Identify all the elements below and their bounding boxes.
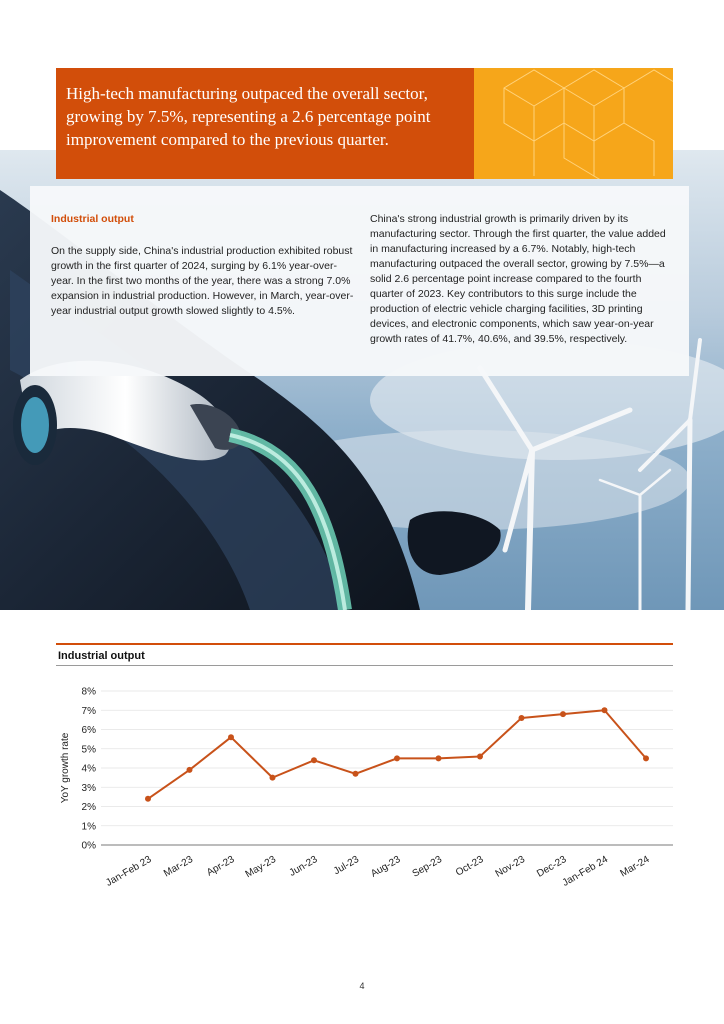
x-tick-label: Jul-23 [331,854,361,878]
section-heading: Industrial output [51,213,134,225]
x-tick-label: May-23 [243,854,278,881]
x-tick-label: Jun-23 [287,854,320,879]
data-point [270,775,276,781]
y-tick-label: 8% [81,686,96,698]
x-tick-label: Oct-23 [454,854,486,879]
callout-text: High-tech manufacturing outpaced the overall sector, growing by 7.5%, representing a 2.6 percentage point improvement compared to the previous quarter. [66,84,431,149]
data-point [145,796,151,802]
x-tick-label: Mar-23 [162,854,195,880]
page-number: 4 [359,981,365,991]
chart-title: Industrial output [58,650,145,662]
x-tick-label: Mar-24 [618,854,652,880]
y-tick-label: 7% [81,705,96,717]
y-axis-label: YoY growth rate [60,732,71,804]
x-tick-label: Apr-23 [205,854,237,879]
data-point [436,755,442,761]
data-point [560,711,566,717]
data-point [519,715,525,721]
line-chart [56,643,673,903]
x-tick-label: Aug-23 [369,854,403,880]
data-point [187,767,193,773]
x-tick-label: Jan-Feb 23 [104,854,154,889]
x-tick-label: Sep-23 [410,854,444,880]
series-line [148,710,646,799]
y-tick-label: 2% [81,802,96,813]
y-tick-label: 3% [81,782,96,794]
hexagon-pattern-graphic [474,68,673,179]
data-point [311,757,317,763]
x-tick-label: Jan-Feb 24 [560,854,610,889]
x-tick-label: Nov-23 [493,854,527,880]
y-tick-label: 1% [81,821,96,833]
y-tick-label: 6% [81,725,96,736]
data-point [228,734,234,740]
body-paragraph-left: On the supply side, China's industrial production exhibited robust growth in the first quarter of 2024, surging by 6.1% year-over-year. In the first two months of the year, there was a strong 7.0% expansion in industrial production. However, in March, year-over-year industrial output growth slowed slightly to 4.5%. [51,245,354,317]
y-tick-label: 0% [81,840,96,852]
data-point [477,753,483,759]
callout-box [56,68,474,179]
y-tick-label: 5% [81,744,96,756]
data-point [643,755,649,761]
x-tick-label: Dec-23 [535,854,569,880]
hexagon-cube-icon [474,68,673,179]
data-point [394,755,400,761]
data-point [602,707,608,713]
body-paragraph-right: China's strong industrial growth is primarily driven by its manufacturing sector. Through the first quarter, the value added in manufacturing increased by a 6.7%. Notably, high-tech manufacturing outpaced the overall sector, growing by 7.5%—a solid 2.6 percentage point increase compared to the fourth quarter of 2023. Key contributors to this surge include the production of electric vehicle charging facilities, 3D printing devices, and electronic components, which saw year-on-year growth rates of 41.7%, 40.6%, and 39.5%, respectively. [370,213,666,345]
data-point [353,771,359,777]
y-tick-label: 4% [81,763,96,775]
